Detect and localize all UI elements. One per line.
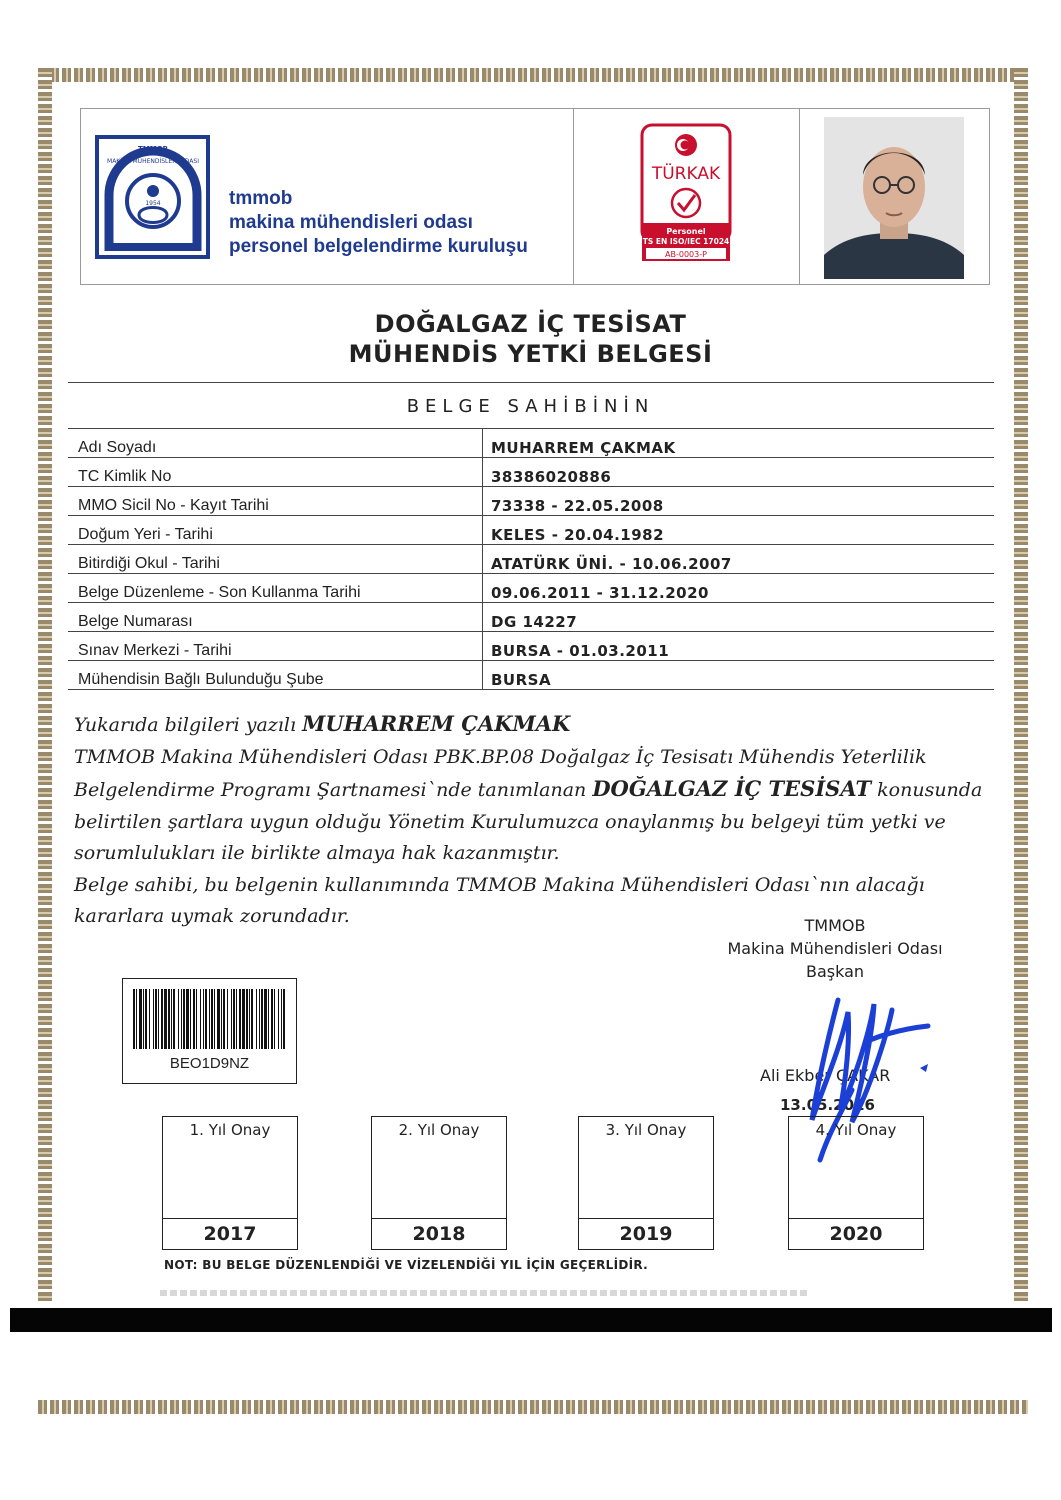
decorative-border-right [1014, 68, 1028, 1303]
turkak-accreditation-icon [640, 123, 732, 263]
table-row [68, 661, 994, 690]
statement-subject: DOĞALGAZ İÇ TESİSAT [592, 776, 872, 801]
field-value: ATATÜRK ÜNİ. - 10.06.2007 [483, 545, 995, 574]
statement-prefix: Yukarıda bilgileri yazılı [74, 714, 303, 736]
barcode-box [122, 978, 297, 1084]
field-label: MMO Sicil No - Kayıt Tarihi [68, 487, 483, 516]
table-row [68, 516, 994, 545]
header-photo-cell [799, 109, 990, 284]
approval-box-2 [371, 1116, 507, 1250]
decorative-border-top [38, 68, 1028, 82]
statement-line-1 [74, 708, 994, 742]
barcode-icon [133, 989, 285, 1049]
certificate-title-line-1: DOĞALGAZ İÇ TESİSAT [374, 310, 687, 338]
certificate-title-line-2: MÜHENDİS YETKİ BELGESİ [348, 340, 713, 368]
divider [68, 382, 994, 383]
header-organization-cell [81, 109, 573, 284]
header-accreditation-cell [573, 109, 800, 284]
signatory-name: Ali Ekber ÇAKAR [760, 1066, 891, 1085]
scan-black-band [10, 1308, 1052, 1332]
org-line-1: tmmob [229, 188, 293, 209]
faint-text-line [160, 1290, 810, 1296]
field-label: Bitirdiği Okul - Tarihi [68, 545, 483, 574]
certification-statement [74, 708, 994, 933]
svg-text:AB-0003-P: AB-0003-P [665, 250, 707, 259]
field-label: Adı Soyadı [68, 429, 483, 458]
approval-label: 4. Yıl Onay [815, 1121, 897, 1139]
barcode-code: BEO1D9NZ [169, 1055, 250, 1072]
field-value: DG 14227 [483, 603, 995, 632]
table-row [68, 429, 994, 458]
field-value: BURSA [483, 661, 995, 690]
statement-text-b: konusunda belirtilen şartlara uygun olduğu Yönetim Kurulumuzca onaylanmış bu belgeyi tüm yetki ve sorumlulukları ile birlikte almaya hak kazanmıştır. [74, 779, 983, 864]
field-label: Sınav Merkezi - Tarihi [68, 632, 483, 661]
mmo-logo-icon [95, 135, 210, 259]
statement-text-a: TMMOB Makina Mühendisleri Odası PBK.BP.08 Doğalgaz İç Tesisatı Mühendis Yeterlilik Belgelendirme Programı Şartnamesi`nde tanımlanan [74, 745, 927, 801]
table-row [68, 458, 994, 487]
table-row [68, 487, 994, 516]
signature-date: 13.05.2016 [780, 1096, 875, 1114]
statement-holder-name: MUHARREM ÇAKMAK [302, 711, 571, 736]
table-row [68, 545, 994, 574]
svg-text:TMMOB: TMMOB [138, 145, 168, 153]
table-row [68, 603, 994, 632]
field-value: BURSA - 01.03.2011 [483, 632, 995, 661]
approval-box-1 [162, 1116, 298, 1250]
approval-year: 2018 [372, 1218, 506, 1249]
field-value: MUHARREM ÇAKMAK [483, 429, 995, 458]
field-label: Belge Numarası [68, 603, 483, 632]
field-value: KELES - 20.04.1982 [483, 516, 995, 545]
approval-box-3 [578, 1116, 714, 1250]
decorative-border-left [38, 68, 52, 1303]
approval-label: 1. Yıl Onay [189, 1121, 271, 1139]
org-line-2: makina mühendisleri odası [229, 212, 473, 233]
table-row [68, 632, 994, 661]
svg-text:1954: 1954 [145, 200, 161, 207]
organization-name [229, 187, 528, 259]
approval-label: 3. Yıl Onay [605, 1121, 687, 1139]
svg-text:Personel: Personel [666, 227, 706, 236]
svg-text:TÜRKAK: TÜRKAK [651, 164, 721, 184]
signatory-role: Başkan [805, 962, 865, 981]
field-label: Mühendisin Bağlı Bulunduğu Şube [68, 661, 483, 690]
approval-label: 2. Yıl Onay [398, 1121, 480, 1139]
field-label: TC Kimlik No [68, 458, 483, 487]
approval-box-4 [788, 1116, 924, 1250]
table-row [68, 574, 994, 603]
field-label: Belge Düzenleme - Son Kullanma Tarihi [68, 574, 483, 603]
org-line-3: personel belgelendirme kuruluşu [229, 236, 528, 257]
holder-info-table [68, 428, 994, 690]
signatory-chamber: Makina Mühendisleri Odası [727, 939, 943, 958]
svg-text:MAKİNA MÜHENDİSLERİ ODASI: MAKİNA MÜHENDİSLERİ ODASI [107, 158, 199, 165]
field-label: Doğum Yeri - Tarihi [68, 516, 483, 545]
holder-section-title: BELGE SAHİBİNİN [406, 396, 655, 417]
validity-note: NOT: BU BELGE DÜZENLENDİĞİ VE VİZELENDİĞİ YIL İÇİN GEÇERLİDİR. [164, 1258, 648, 1272]
certificate-header [80, 108, 990, 285]
statement-paragraph-2 [74, 742, 994, 870]
statement-paragraph-3: Belge sahibi, bu belgenin kullanımında TMMOB Makina Mühendisleri Odası`nın alacağı kararlara uymak zorundadır. [74, 873, 925, 927]
signatory-org: TMMOB [804, 916, 866, 935]
field-value: 73338 - 22.05.2008 [483, 487, 995, 516]
field-value: 38386020886 [483, 458, 995, 487]
field-value: 09.06.2011 - 31.12.2020 [483, 574, 995, 603]
approval-year: 2017 [163, 1218, 297, 1249]
approval-year: 2019 [579, 1218, 713, 1249]
holder-photo [824, 117, 964, 279]
decorative-border-bottom [38, 1400, 1028, 1414]
approval-year: 2020 [789, 1218, 923, 1249]
svg-text:TS EN ISO/IEC 17024: TS EN ISO/IEC 17024 [642, 237, 730, 246]
